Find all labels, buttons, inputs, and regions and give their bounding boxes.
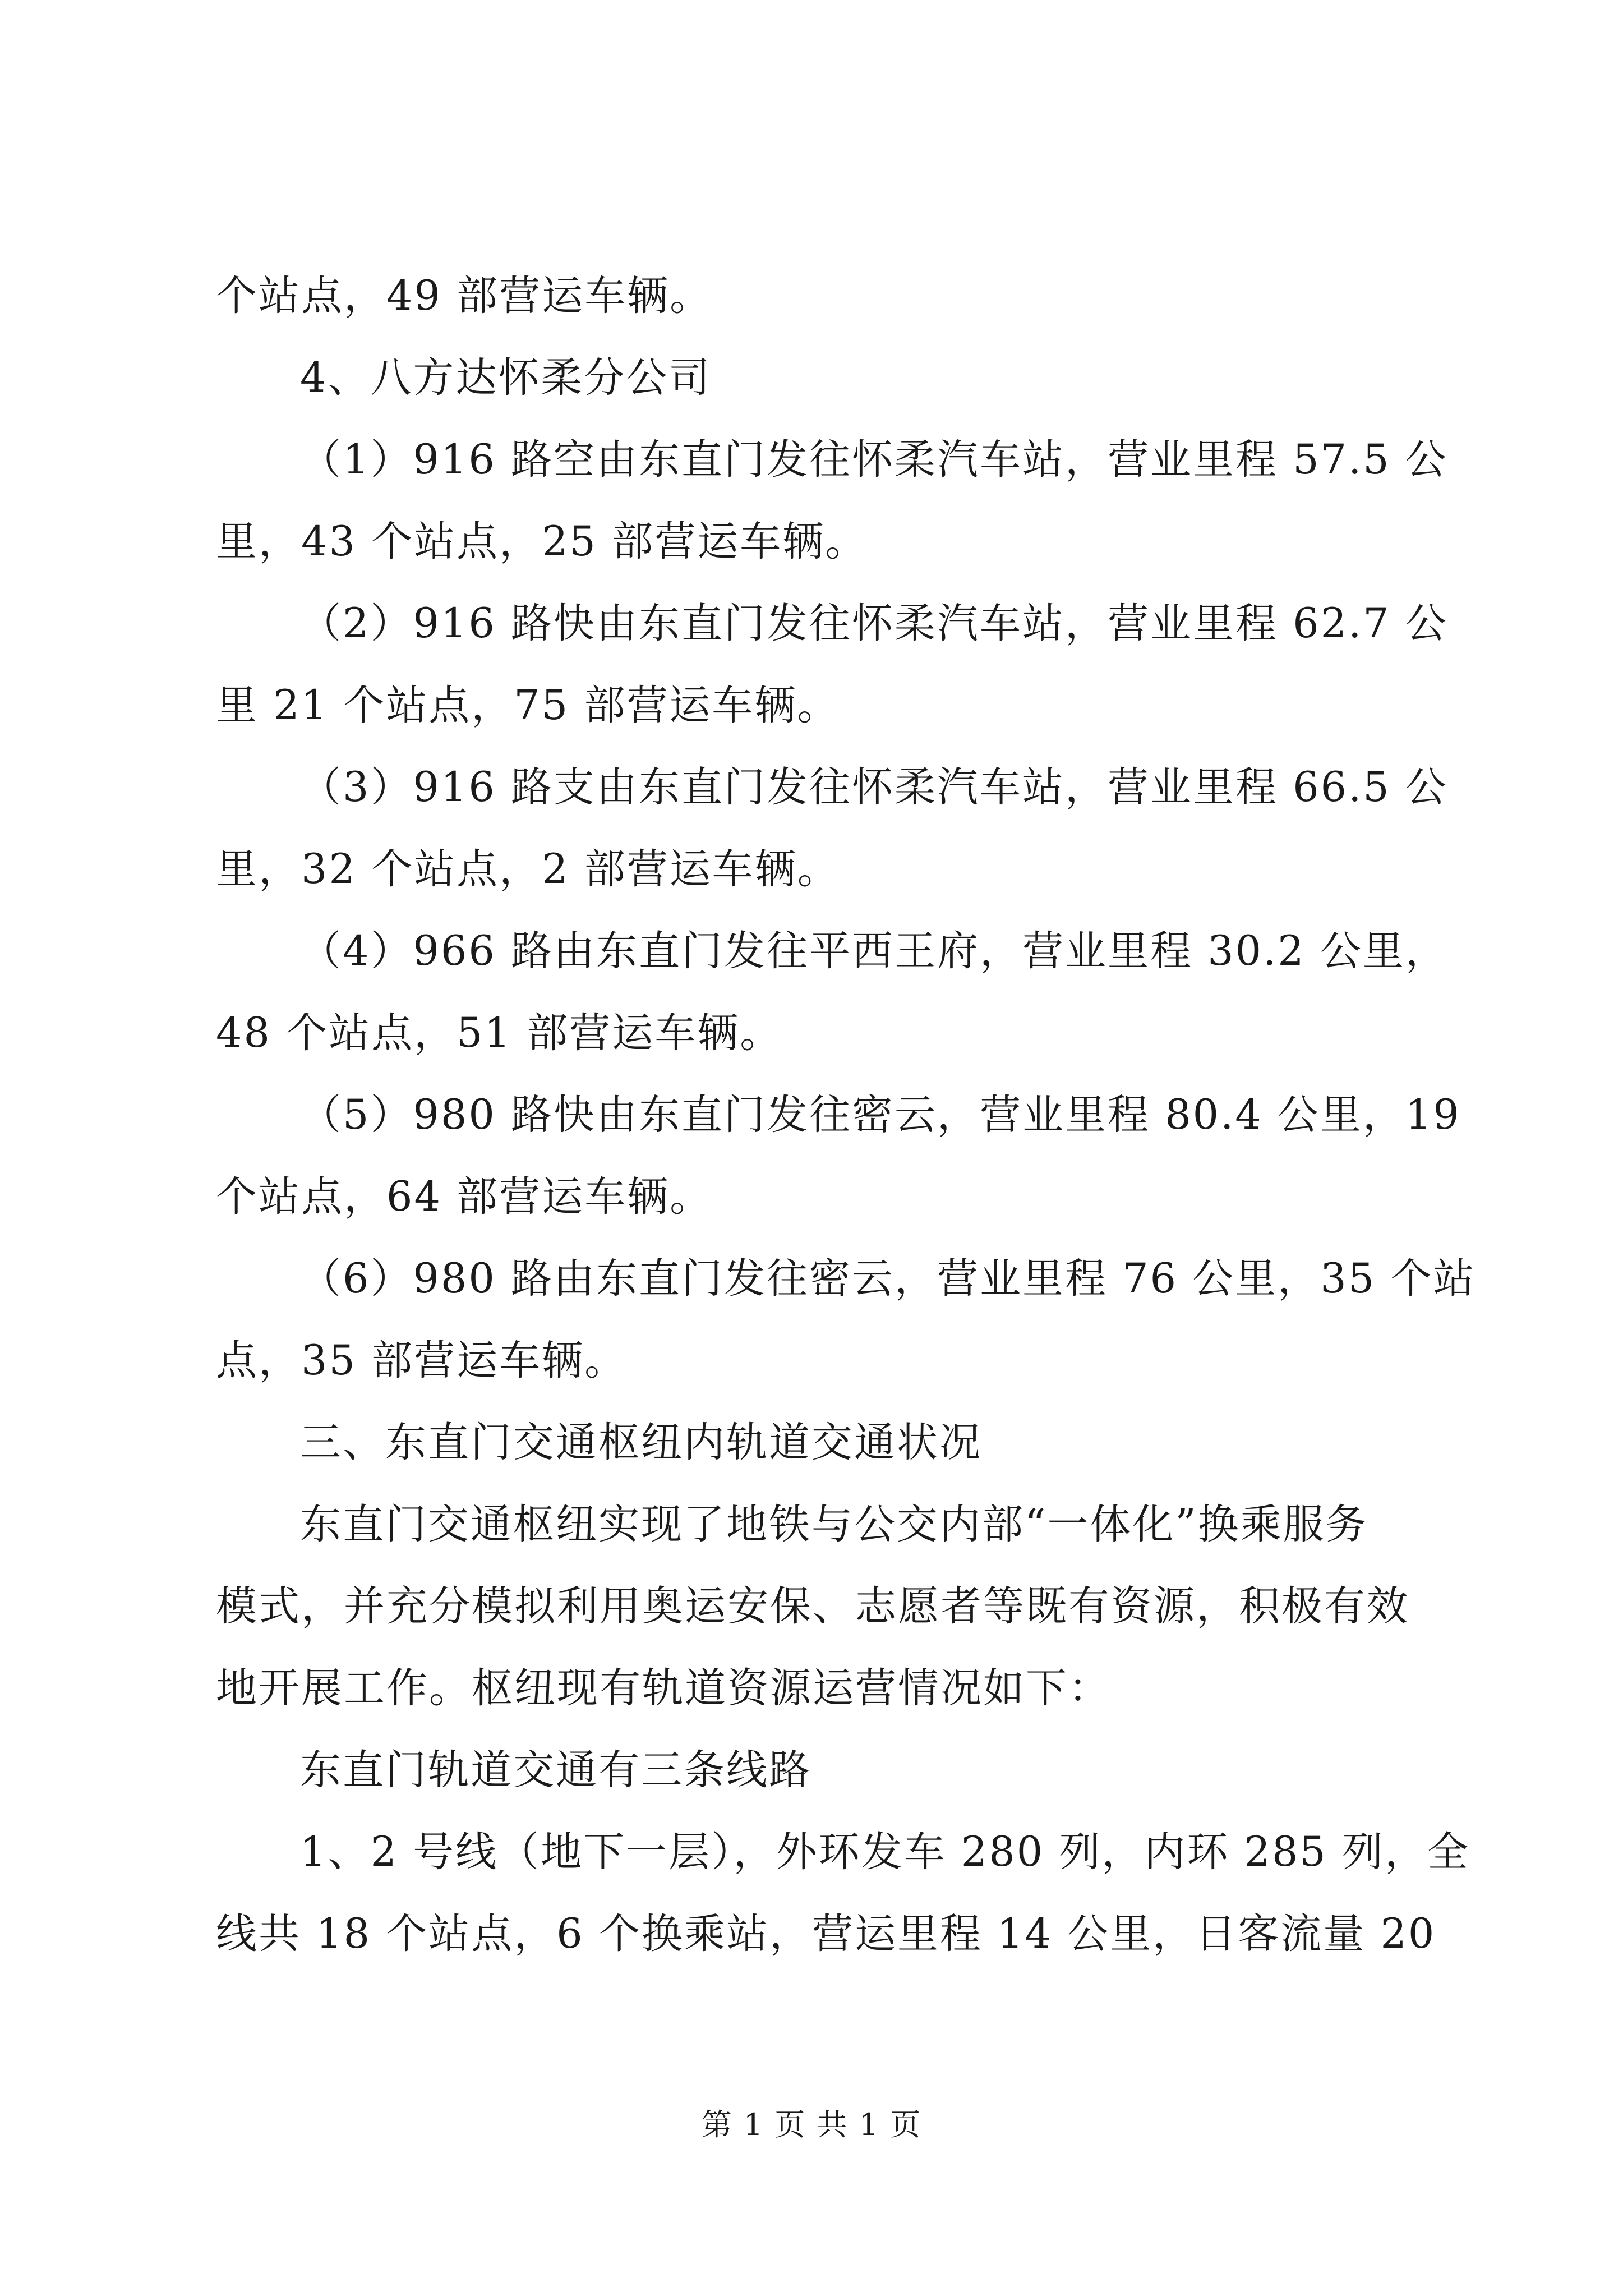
text-line: 里，43 个站点，25 部营运车辆。 <box>216 518 868 565</box>
text-line: 1、2 号线（地下一层），外环发车 280 列，内环 285 列，全 <box>300 1828 1470 1876</box>
text-line: （5）980 路快由东直门发往密云，营业里程 80.4 公里，19 <box>300 1091 1461 1139</box>
text-line: （1）916 路空由东直门发往怀柔汽车站，营业里程 57.5 公 <box>300 436 1448 484</box>
text-line: 地开展工作。枢纽现有轨道资源运营情况如下： <box>216 1664 1111 1712</box>
text-line: 个站点，64 部营运车辆。 <box>216 1173 713 1221</box>
text-line: 线共 18 个站点，6 个换乘站，营运里程 14 公里，日客流量 20 <box>216 1910 1436 1958</box>
text-line: 个站点，49 部营运车辆。 <box>216 272 713 320</box>
text-line: （3）916 路支由东直门发往怀柔汽车站，营业里程 66.5 公 <box>300 763 1448 811</box>
text-line: 里 21 个站点，75 部营运车辆。 <box>216 682 840 729</box>
text-line: 点，35 部营运车辆。 <box>216 1337 628 1384</box>
text-line: （6）980 路由东直门发往密云，营业里程 76 公里，35 个站 <box>300 1255 1476 1303</box>
text-line: 东直门交通枢纽实现了地铁与公交内部“一体化”换乘服务 <box>300 1501 1368 1548</box>
text-line: 模式，并充分模拟利用奥运安保、志愿者等既有资源，积极有效 <box>216 1582 1409 1630</box>
text-line: （4）966 路由东直门发往平西王府，营业里程 30.2 公里， <box>300 927 1448 975</box>
section-heading: 三、东直门交通枢纽内轨道交通状况 <box>300 1419 982 1466</box>
section-heading: 4、八方达怀柔分公司 <box>300 354 712 402</box>
page-footer: 第 1 页 共 1 页 <box>701 2107 922 2142</box>
text-line: 东直门轨道交通有三条线路 <box>300 1746 811 1794</box>
text-line: 里，32 个站点，2 部营运车辆。 <box>216 845 840 893</box>
text-line: 48 个站点，51 部营运车辆。 <box>216 1009 783 1057</box>
text-line: （2）916 路快由东直门发往怀柔汽车站，营业里程 62.7 公 <box>300 600 1448 647</box>
